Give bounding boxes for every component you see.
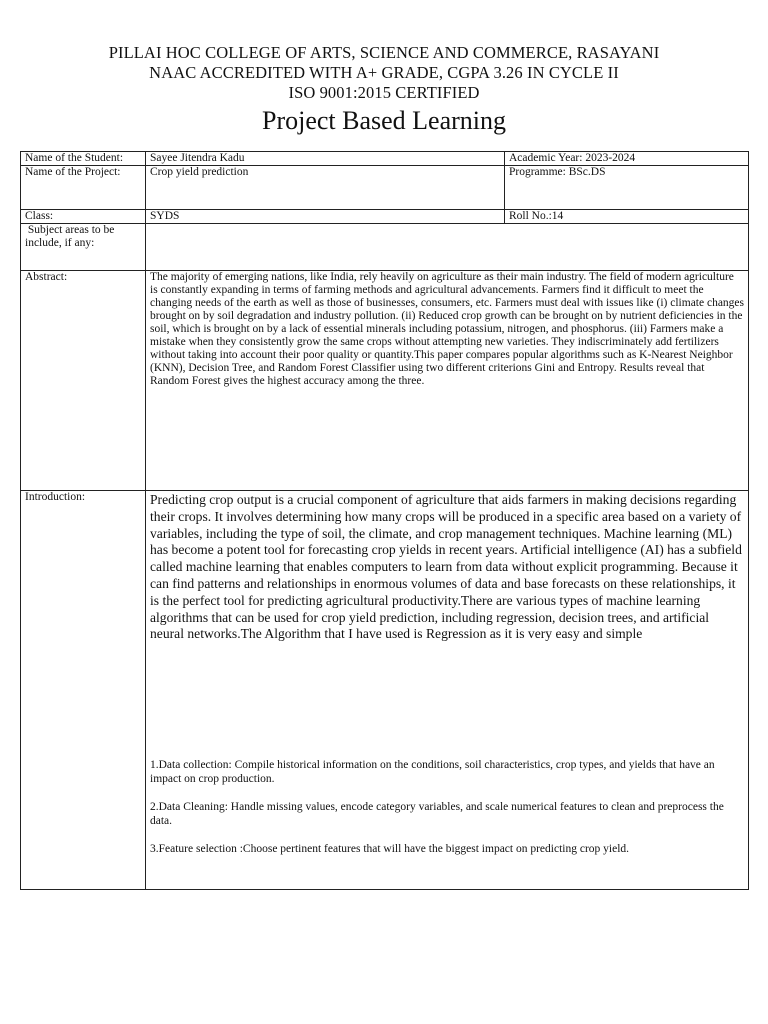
subject-areas-label: Subject areas to be include, if any:	[21, 224, 146, 271]
project-label: Name of the Project:	[21, 166, 146, 210]
accreditation-line: NAAC ACCREDITED WITH A+ GRADE, CGPA 3.26 IN CYCLE II	[149, 63, 619, 82]
abstract-row	[21, 271, 749, 491]
iso-certification-line: ISO 9001:2015 CERTIFIED	[288, 83, 480, 102]
step-data-cleaning: 2.Data Cleaning: Handle missing values, encode category variables, and scale numerical features to clean and preprocess the data.	[150, 801, 724, 828]
academic-year-value: Academic Year: 2023-2024	[505, 152, 749, 166]
abstract-text: The majority of emerging nations, like India, rely heavily on agriculture as their main industry. The field of modern agriculture is constantly expanding in terms of farming methods and agricultural advancements. Farmers find it difficult to meet the changing needs of the earth as well as those of businesses, consumers, etc. Farmers must deal with issues like (i) climate changes brought on by soil degradation and industry pollution. (ii) Reduced crop growth can be brought on by nutrient deficiencies in the soil, which is brought on by a lack of essential minerals including potassium, nitrogen, and phosphorus. (iii) Farmers make a mistake when they consistently grow the same crops without attempting new varieties. They indiscriminately add fertilizers without taking into account their poor quality or quantity.This paper compares popular algorithms such as K-Nearest Neighbor (KNN), Decision Tree, and Random Forest Classifier using two different criterions Gini and Entropy. Results reveal that Random Forest gives the highest accuracy among the three.	[146, 271, 749, 491]
introduction-spacer	[150, 643, 744, 758]
student-name-value: Sayee Jitendra Kadu	[146, 152, 505, 166]
class-value: SYDS	[146, 210, 505, 224]
project-form-table	[20, 151, 749, 890]
class-label: Class:	[21, 210, 146, 224]
programme-value: Programme: BSc.DS	[505, 166, 749, 210]
subject-areas-value	[146, 224, 749, 271]
student-row	[21, 152, 749, 166]
student-label: Name of the Student:	[21, 152, 146, 166]
roll-number-value: Roll No.:14	[505, 210, 749, 224]
abstract-label: Abstract:	[21, 271, 146, 491]
class-row	[21, 210, 749, 224]
college-name: PILLAI HOC COLLEGE OF ARTS, SCIENCE AND COMMERCE, RASAYANI	[108, 43, 660, 62]
document-header	[0, 43, 768, 138]
introduction-cell	[146, 491, 749, 890]
introduction-row	[21, 491, 749, 890]
step-data-collection: 1.Data collection: Compile historical information on the conditions, soil characteristics, crop types, and yields that have an impact on crop production.	[150, 759, 715, 786]
project-name-value: Crop yield prediction	[146, 166, 505, 210]
introduction-text: Predicting crop output is a crucial component of agriculture that aids farmers in making decisions regarding their crops. It involves determining how many crops will be produced in a specific area based on a variety of variables, including the type of soil, the climate, and crop management techniques. Machine learning (ML) has become a potent tool for forecasting crop yields in recent years. Artificial intelligence (AI) has a subfield called machine learning that enables computers to learn from data without explicit programming. Because it can find patterns and relationships in enormous volumes of data and base forecasts on these relationships, it is the perfect tool for predicting agricultural productivity.There are various types of machine learning algorithms that can be used for crop yield prediction, including regression, decision trees, and artificial neural networks.The Algorithm that I have used is Regression as it is very easy and simple	[150, 492, 742, 642]
introduction-label: Introduction:	[21, 491, 146, 890]
subject-areas-row	[21, 224, 749, 271]
step-feature-selection: 3.Feature selection :Choose pertinent features that will have the biggest impact on predicting crop yield.	[150, 843, 630, 856]
project-row	[21, 166, 749, 210]
page-title: Project Based Learning	[261, 106, 507, 135]
